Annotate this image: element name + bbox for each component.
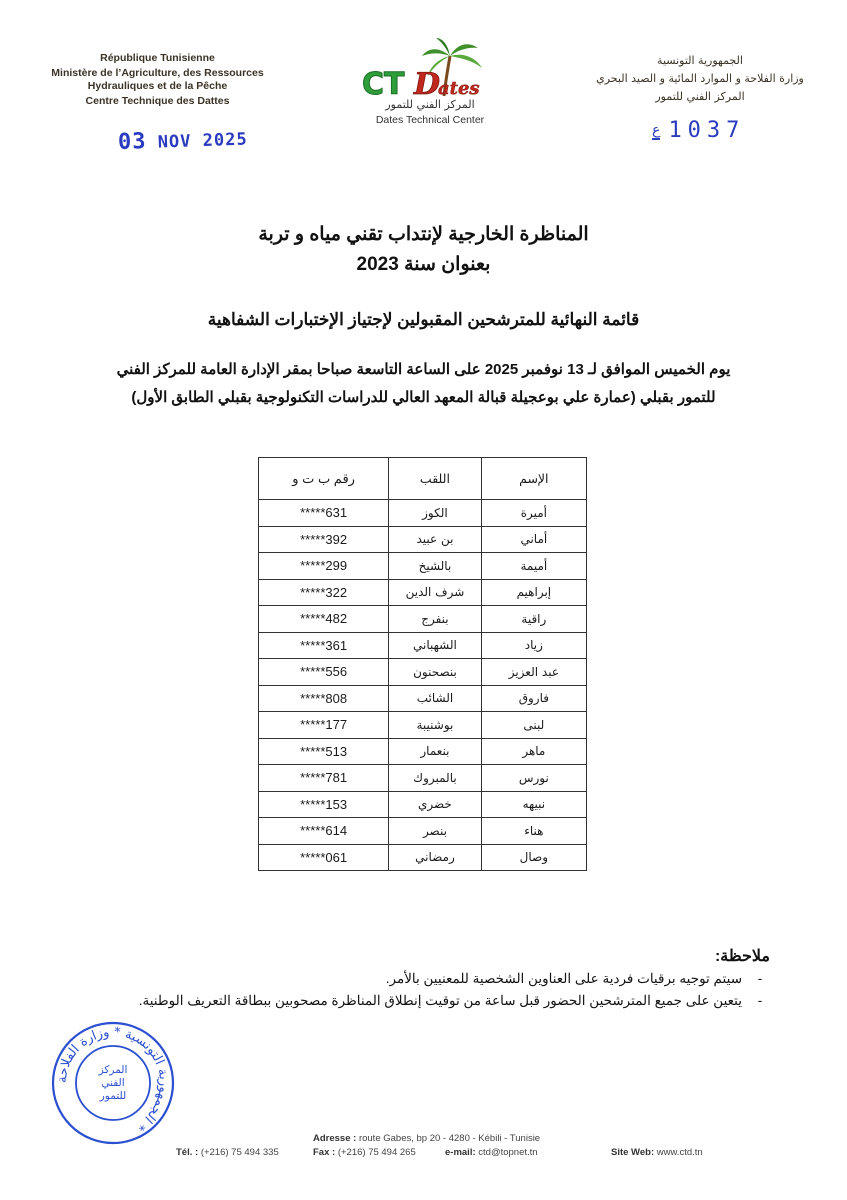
candidate-name: هناء xyxy=(481,818,586,845)
center-label-ar: المركز الفني للتمور xyxy=(655,90,745,103)
candidate-surname: الكوز xyxy=(389,500,482,527)
seal-outer-text: الجمهورية التونسية * وزارة الفلاحة * xyxy=(54,1024,172,1134)
candidate-name: إبراهيم xyxy=(481,579,586,606)
candidate-name: زياد xyxy=(481,632,586,659)
table-row xyxy=(259,606,587,633)
candidate-name: راقية xyxy=(481,606,586,633)
reference-prefix: ع xyxy=(652,121,661,138)
candidate-surname: شرف الدين xyxy=(389,579,482,606)
exam-info-line2: للتمور بقبلي (عمارة علي بوعجيلة قبالة المعهد العالي للدراسات التكنولوجية بقبلي الطابق الأول) xyxy=(131,389,716,406)
logo-arabic-name: المركز الفني للتمور xyxy=(385,98,475,111)
candidate-surname: بالشيخ xyxy=(389,553,482,580)
competition-title: المناظرة الخارجية لإنتداب تقني مياه و تربة xyxy=(258,224,589,245)
republic-label-ar: الجمهورية التونسية xyxy=(657,54,743,67)
svg-text:CT: CT xyxy=(362,67,405,102)
reference-number-stamp xyxy=(652,118,745,143)
table-row xyxy=(259,553,587,580)
svg-text:D: D xyxy=(414,67,441,102)
candidate-name: أماني xyxy=(481,526,586,553)
seal-inner-text: المركز الفني للتمور xyxy=(98,1064,128,1102)
candidate-id: *****513 xyxy=(259,738,389,765)
address-value: route Gabes, bp 20 - 4280 - Kébili - Tunisie xyxy=(358,1133,541,1144)
notes-title: ملاحظة: xyxy=(714,948,770,965)
table-body xyxy=(259,500,587,871)
ministry-label-ar: وزارة الفلاحة و الموارد المائية و الصيد البحري xyxy=(596,72,804,85)
date-stamp-month: NOV xyxy=(157,131,192,153)
fax-label: Fax : xyxy=(313,1147,336,1158)
date-stamp-day: 03 xyxy=(117,129,147,155)
logo-english-name: Dates Technical Center xyxy=(375,114,485,126)
candidate-name: أميرة xyxy=(481,500,586,527)
footer-website xyxy=(611,1147,703,1158)
website-label: Site Web: xyxy=(611,1147,655,1158)
footer-fax xyxy=(313,1147,416,1158)
table-row xyxy=(259,579,587,606)
center-label: Centre Technique des Dattes xyxy=(85,95,230,107)
candidate-id: *****392 xyxy=(259,526,389,553)
candidate-id: *****781 xyxy=(259,765,389,792)
candidate-surname: بنصحنون xyxy=(389,659,482,686)
date-stamp xyxy=(118,125,248,155)
footer-phone xyxy=(176,1147,279,1158)
note-text: سيتم توجيه برقيات فردية على العناوين الشخصية للمعنيين بالأمر. xyxy=(385,971,742,986)
candidate-surname: رمضاني xyxy=(389,844,482,871)
candidates-table xyxy=(258,457,587,871)
website-link[interactable]: www.ctd.tn xyxy=(656,1147,703,1158)
candidate-id: *****556 xyxy=(259,659,389,686)
notes-list xyxy=(78,970,778,1014)
candidate-name: لبنى xyxy=(481,712,586,739)
republic-label: République Tunisienne xyxy=(100,52,215,64)
footer-address xyxy=(313,1133,540,1144)
header-name: الإسم xyxy=(481,458,586,500)
table-row xyxy=(259,500,587,527)
table-row xyxy=(259,685,587,712)
email-link[interactable]: ctd@topnet.tn xyxy=(478,1147,538,1158)
phone-label: Tél. : xyxy=(176,1147,199,1158)
table-row xyxy=(259,844,587,871)
note-item xyxy=(78,970,778,988)
candidate-surname: الشائب xyxy=(389,685,482,712)
candidate-surname: بنعمار xyxy=(389,738,482,765)
candidate-name: أميمة xyxy=(481,553,586,580)
candidate-id: *****614 xyxy=(259,818,389,845)
candidate-id: *****808 xyxy=(259,685,389,712)
candidate-surname: بن عبيد xyxy=(389,526,482,553)
table-row xyxy=(259,526,587,553)
address-label: Adresse : xyxy=(313,1133,357,1144)
header-arabic xyxy=(570,52,830,106)
candidate-id: *****631 xyxy=(259,500,389,527)
exam-info-line1: يوم الخميس الموافق لـ 13 نوفمبر 2025 على الساعة التاسعة صباحا بمقر الإدارة العامة للمركز الفني xyxy=(116,361,731,378)
candidate-surname: بنفرج xyxy=(389,606,482,633)
table-row xyxy=(259,712,587,739)
candidate-id: *****361 xyxy=(259,632,389,659)
candidate-name: نبيهه xyxy=(481,791,586,818)
ministry-label-line2: Hydrauliques et de la Pêche xyxy=(87,80,228,92)
candidate-id: *****177 xyxy=(259,712,389,739)
note-item xyxy=(78,992,778,1010)
official-seal xyxy=(48,1018,178,1148)
competition-year: بعنوان سنة 2023 xyxy=(356,254,491,275)
reference-number: 1037 xyxy=(668,118,746,143)
candidate-name: عبد العزيز xyxy=(481,659,586,686)
table-row xyxy=(259,738,587,765)
header-surname: اللقب xyxy=(389,458,482,500)
candidate-surname: الشهباني xyxy=(389,632,482,659)
fax-value: (+216) 75 494 265 xyxy=(337,1147,416,1158)
ministry-label-line1: Ministère de l’Agriculture, des Ressources xyxy=(51,67,264,79)
list-subtitle: قائمة النهائية للمترشحين المقبولين لإجتياز الإختبارات الشفاهية xyxy=(207,310,640,329)
table-row xyxy=(259,659,587,686)
candidate-name: فاروق xyxy=(481,685,586,712)
candidate-id: *****153 xyxy=(259,791,389,818)
candidate-name: نورس xyxy=(481,765,586,792)
table-header-row xyxy=(259,458,587,500)
table-row xyxy=(259,632,587,659)
candidate-id: *****299 xyxy=(259,553,389,580)
phone-value: (+216) 75 494 335 xyxy=(200,1147,279,1158)
candidate-id: *****061 xyxy=(259,844,389,871)
svg-text:ates: ates xyxy=(438,78,480,99)
candidate-name: وصال xyxy=(481,844,586,871)
candidate-surname: بنصر xyxy=(389,818,482,845)
table-row xyxy=(259,818,587,845)
header-id: رقم ب ت و xyxy=(259,458,389,500)
header-french xyxy=(30,52,285,110)
candidate-id: *****322 xyxy=(259,579,389,606)
candidate-id: *****482 xyxy=(259,606,389,633)
table-row xyxy=(259,791,587,818)
note-bullet: - xyxy=(757,971,763,986)
footer-email xyxy=(445,1147,538,1158)
candidate-surname: بوشنيبة xyxy=(389,712,482,739)
email-label: e-mail: xyxy=(445,1147,476,1158)
table-row xyxy=(259,765,587,792)
date-stamp-year: 2025 xyxy=(202,129,248,152)
note-bullet: - xyxy=(757,993,763,1008)
candidate-surname: خضري xyxy=(389,791,482,818)
candidate-name: ماهر xyxy=(481,738,586,765)
note-text: يتعين على جميع المترشحين الحضور قبل ساعة من توقيت إنطلاق المناظرة مصحوبين ببطاقة التعريف الوطنية. xyxy=(138,993,742,1008)
candidate-surname: بالمبروك xyxy=(389,765,482,792)
